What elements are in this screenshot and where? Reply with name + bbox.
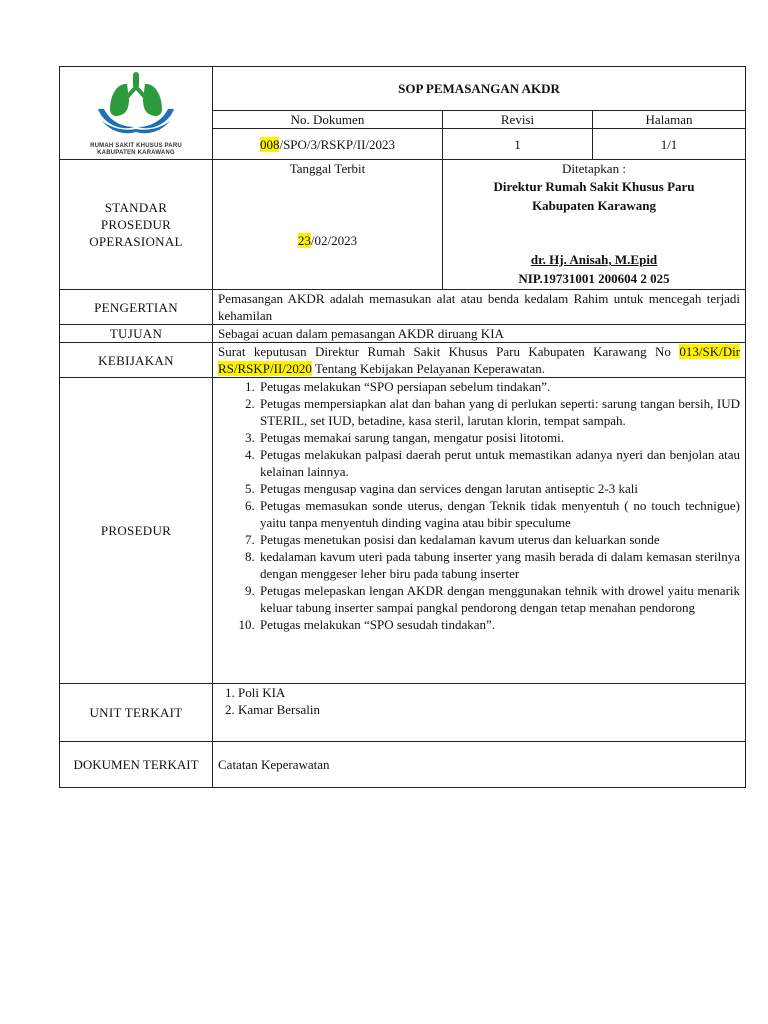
signatory-name: dr. Hj. Anisah, M.Epid <box>530 252 658 267</box>
unit-item: 1. Poli KIA <box>238 684 740 701</box>
kebijakan-text-before: Surat keputusan Direktur Rumah Sakit Khusus Paru Kabupaten Karawang No <box>218 344 671 359</box>
kebijakan-sk-number: 013/SK/Dir RS/RSKP/II/2020 <box>218 344 741 376</box>
prosedur-label: PROSEDUR <box>60 378 213 684</box>
prosedur-step: 10. Petugas melakukan “SPO sesudah tindakan”. <box>258 616 740 633</box>
ditetapkan-label: Ditetapkan : <box>562 161 626 176</box>
col-no-dokumen: No. Dokumen <box>213 111 443 129</box>
halaman-value: 1/1 <box>593 129 746 160</box>
tanggal-value <box>213 232 442 249</box>
tanggal-cell <box>213 160 443 290</box>
col-halaman: Halaman <box>593 111 746 129</box>
direktur-line1: Direktur Rumah Sakit Khusus Paru <box>493 179 695 194</box>
tujuan-label: TUJUAN <box>60 325 213 343</box>
prosedur-step: 2. Petugas mempersiapkan alat dan bahan yang di perlukan seperti: sarung tangan bersih, IUD STERIL, set IUD, betadine, kasa steril, larutan klorin, tempat sampah. <box>258 395 740 429</box>
revisi-value: 1 <box>443 129 593 160</box>
prosedur-step: 4. Petugas melakukan palpasi daerah perut untuk memastikan adanya nyeri dan benjolan atau kelainan lainnya. <box>258 446 740 480</box>
prosedur-list <box>218 378 740 633</box>
prosedur-step: 1. Petugas melakukan “SPO persiapan sebelum tindakan”. <box>258 378 740 395</box>
unit-terkait-content <box>213 684 746 742</box>
spo-label-line2: PROSEDUR <box>100 217 172 232</box>
no-dokumen-rest: /SPO/3/RSKP/II/2023 <box>279 136 396 152</box>
prosedur-step: 9. Petugas melepaskan lengan AKDR dengan menggunakan tehnik with drowel yaitu menarik keluar tabung inserter sampai pangkal pendorong dengan tetap menahan pendorong <box>258 582 740 616</box>
unit-item: 2. Kamar Bersalin <box>238 701 740 718</box>
prosedur-step: 3. Petugas memakai sarung tangan, mengatur posisi litotomi. <box>258 429 740 446</box>
kebijakan-text-after: Tentang Kebijakan Pelayanan Keperawatan. <box>311 361 546 376</box>
no-dokumen-highlight: 008 <box>259 136 280 152</box>
tanggal-rest: /02/2023 <box>310 233 358 248</box>
tanggal-highlight: 23 <box>297 233 311 248</box>
kebijakan-label: KEBIJAKAN <box>60 343 213 378</box>
tujuan-text: Sebagai acuan dalam pemasangan AKDR diruang KIA <box>213 325 746 343</box>
lungs-logo-icon <box>86 69 186 139</box>
prosedur-step: 7. Petugas menetukan posisi dan kedalaman kavum uterus dan keluarkan sonde <box>258 531 740 548</box>
direktur-line2: Kabupaten Karawang <box>532 198 656 213</box>
dokumen-terkait-label: DOKUMEN TERKAIT <box>60 742 213 788</box>
signatory-nip: NIP.19731001 200604 2 025 <box>518 271 670 286</box>
spo-label <box>60 160 213 290</box>
prosedur-content <box>213 378 746 684</box>
pengertian-text: Pemasangan AKDR adalah memasukan alat atau benda kedalam Rahim untuk mencegah terjadi kehamilan <box>213 290 746 325</box>
pengertian-label: PENGERTIAN <box>60 290 213 325</box>
tanggal-label: Tanggal Terbit <box>289 161 366 176</box>
logo-caption-line2: KABUPATEN KARAWANG <box>97 150 175 156</box>
spo-label-line3: OPERASIONAL <box>89 234 183 249</box>
spo-label-line1: STANDAR <box>104 200 168 215</box>
logo-caption-line1: RUMAH SAKIT KHUSUS PARU <box>90 143 182 149</box>
col-revisi: Revisi <box>443 111 593 129</box>
hospital-logo <box>60 67 213 160</box>
prosedur-step: 6. Petugas memasukan sonde uterus, dengan Teknik tidak menyentuh ( no touch technigue) yaitu tanpa menyentuh dinding vagina atau bibir speculume <box>258 497 740 531</box>
prosedur-step: 8. kedalaman kavum uteri pada tabung inserter yang masih berada di dalam kemasan sterilnya dengan menggeser leher biru pada tabung inserter <box>258 548 740 582</box>
unit-terkait-list <box>218 684 740 718</box>
dokumen-terkait-text: Catatan Keperawatan <box>213 742 746 788</box>
sop-table <box>59 66 746 788</box>
no-dokumen-value <box>213 129 443 160</box>
penetapan-cell <box>443 160 746 290</box>
prosedur-step: 5. Petugas mengusap vagina dan services dengan larutan antiseptic 2-3 kali <box>258 480 740 497</box>
document-title: SOP PEMASANGAN AKDR <box>213 67 746 111</box>
kebijakan-text <box>213 343 746 378</box>
unit-terkait-label: UNIT TERKAIT <box>60 684 213 742</box>
